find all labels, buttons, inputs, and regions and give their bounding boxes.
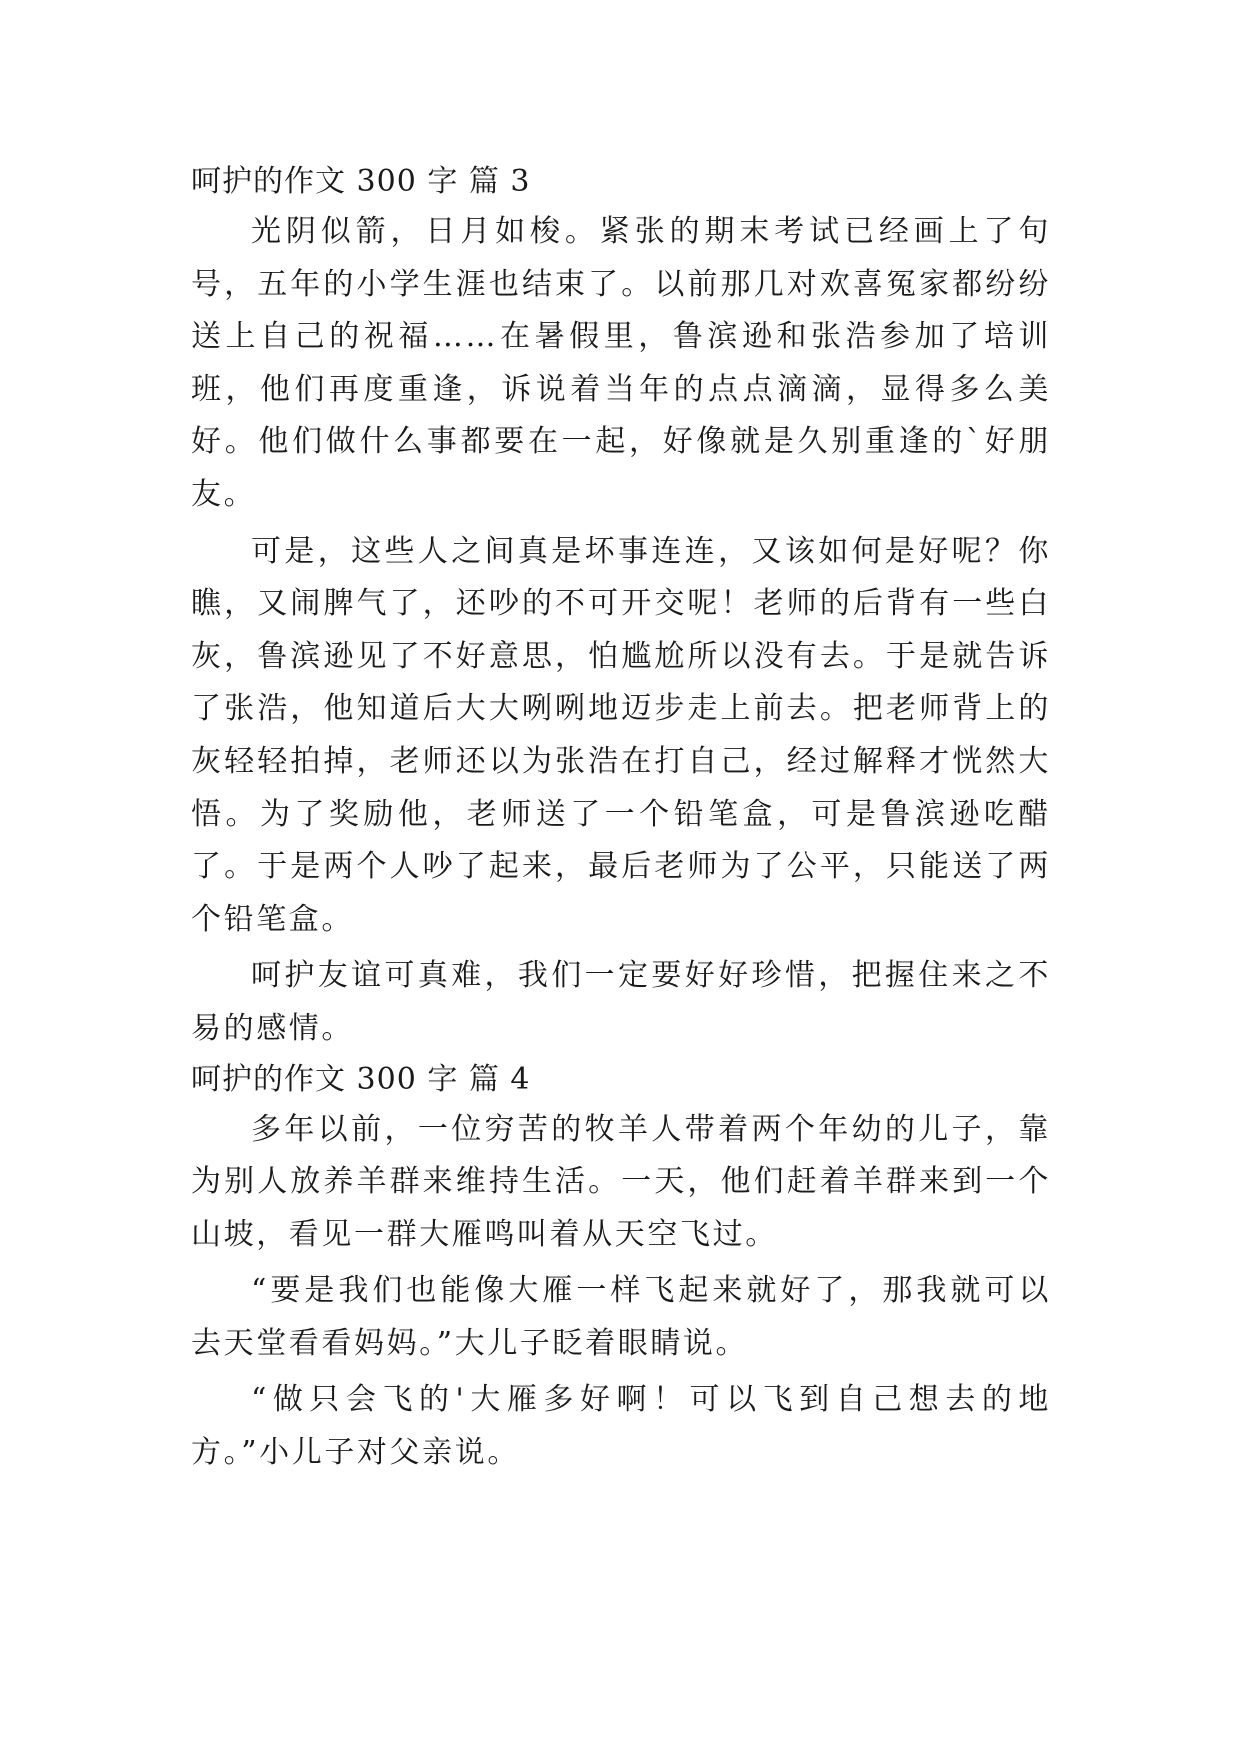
document-body [191,162,1051,1484]
section-4-paragraph-2: “要是我们也能像大雁一样飞起来就好了，那我就可以去天堂看看妈妈。”大儿子眨着眼睛说。 [191,1273,1051,1361]
section-3-paragraph-1: 光阴似箭，日月如梭。紧张的期末考试已经画上了句号，五年的小学生涯也结束了。以前那几对欢喜冤家都纷纷送上自己的祝福……在暑假里，鲁滨逊和张浩参加了培训班，他们再度重逢，诉说着当年的点点滴滴，显得多么美好。他们做什么事都要在一起，好像就是久别重逢的`好朋友。 [191,214,1051,512]
section-3-paragraph-3: 呵护友谊可真难，我们一定要好好珍惜，把握住来之不易的感情。 [191,958,1051,1046]
section-4-paragraph-1: 多年以前，一位穷苦的牧羊人带着两个年幼的儿子，靠为别人放养羊群来维持生活。一天，他们赶着羊群来到一个山坡，看见一群大雁鸣叫着从天空飞过。 [191,1111,1051,1252]
section-3-title: 呵护的作文 300 字 篇 3 [191,164,531,199]
section-3-paragraph-2: 可是，这些人之间真是坏事连连，又该如何是好呢？你瞧，又闹脾气了，还吵的不可开交呢！老师的后背有一些白灰，鲁滨逊见了不好意思，怕尴尬所以没有去。于是就告诉了张浩，他知道后大大咧咧地迈步走上前去。把老师背上的灰轻轻拍掉，老师还以为张浩在打自己，经过解释才恍然大悟。为了奖励他，老师送了一个铅笔盒，可是鲁滨逊吃醋了。于是两个人吵了起来，最后老师为了公平，只能送了两个铅笔盒。 [191,533,1051,937]
section-4-title: 呵护的作文 300 字 篇 4 [191,1061,531,1097]
section-4-paragraph-3: “做只会飞的'大雁多好啊！可以飞到自己想去的地方。”小儿子对父亲说。 [191,1382,1051,1471]
